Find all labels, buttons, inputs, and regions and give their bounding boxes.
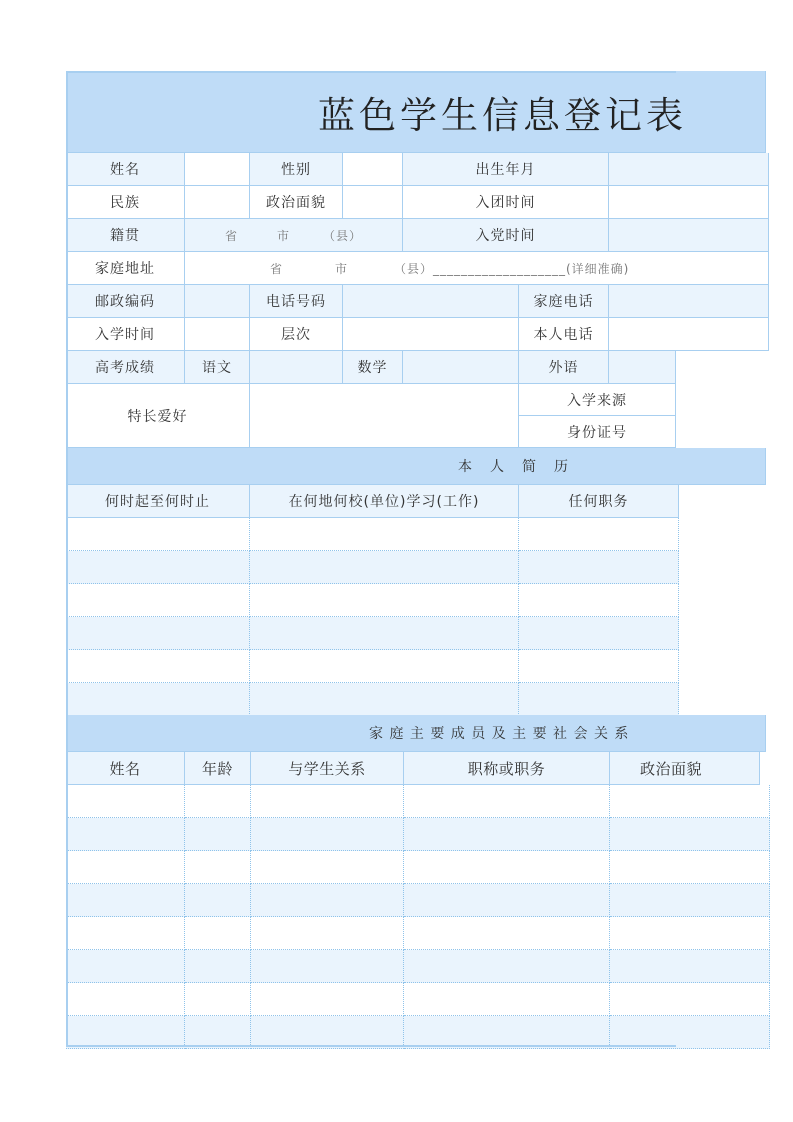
field-name[interactable] <box>185 153 250 186</box>
resume-row-cell[interactable] <box>519 650 679 683</box>
field-party-date[interactable] <box>609 219 769 252</box>
label-foreign-lang: 外语 <box>519 351 609 384</box>
family-row-cell[interactable] <box>251 917 404 950</box>
resume-header-position: 任何职务 <box>519 485 679 518</box>
family-header-political: 政治面貌 <box>610 752 760 785</box>
family-row-cell[interactable] <box>66 884 185 917</box>
family-row-cell[interactable] <box>251 818 404 851</box>
family-row-cell[interactable] <box>185 851 251 884</box>
resume-section-title: 本 人 简 历 <box>66 448 766 485</box>
resume-row-cell[interactable] <box>519 584 679 617</box>
field-math[interactable] <box>403 351 519 384</box>
family-row-cell[interactable] <box>185 917 251 950</box>
family-row-cell[interactable] <box>185 785 251 818</box>
resume-row-cell[interactable] <box>66 518 250 551</box>
label-personal-phone: 本人电话 <box>519 318 609 351</box>
family-row-cell[interactable] <box>66 1016 185 1049</box>
resume-header-period: 何时起至何时止 <box>66 485 250 518</box>
family-row-cell[interactable] <box>251 785 404 818</box>
label-gender: 性别 <box>250 153 343 186</box>
field-personal-phone[interactable] <box>609 318 769 351</box>
family-row-cell[interactable] <box>66 950 185 983</box>
family-row-cell[interactable] <box>610 785 770 818</box>
family-row-cell[interactable] <box>185 950 251 983</box>
family-row-cell[interactable] <box>251 851 404 884</box>
family-row-cell[interactable] <box>610 818 770 851</box>
label-enroll-date: 入学时间 <box>66 318 185 351</box>
registration-form <box>66 71 703 1047</box>
family-row-cell[interactable] <box>251 950 404 983</box>
resume-header-school: 在何地何校(单位)学习(工作) <box>250 485 519 518</box>
field-level[interactable] <box>343 318 519 351</box>
field-home-phone[interactable] <box>609 285 769 318</box>
field-home-address[interactable]: 省 市 （县）___________________(详细准确) <box>185 252 769 285</box>
resume-row-cell[interactable] <box>519 518 679 551</box>
family-row-cell[interactable] <box>185 1016 251 1049</box>
family-row-cell[interactable] <box>66 983 185 1016</box>
family-row-cell[interactable] <box>610 851 770 884</box>
family-header-name: 姓名 <box>66 752 185 785</box>
family-row-cell[interactable] <box>404 785 610 818</box>
field-gender[interactable] <box>343 153 403 186</box>
label-name: 姓名 <box>66 153 185 186</box>
family-row-cell[interactable] <box>404 851 610 884</box>
family-row-cell[interactable] <box>404 950 610 983</box>
label-ethnicity: 民族 <box>66 186 185 219</box>
family-row-cell[interactable] <box>185 884 251 917</box>
field-league-date[interactable] <box>609 186 769 219</box>
form-title: 蓝色学生信息登记表 <box>66 71 766 153</box>
family-row-cell[interactable] <box>404 983 610 1016</box>
family-header-title: 职称或职务 <box>404 752 610 785</box>
family-header-relation: 与学生关系 <box>251 752 404 785</box>
resume-row-cell[interactable] <box>250 584 519 617</box>
family-row-cell[interactable] <box>251 884 404 917</box>
family-row-cell[interactable] <box>66 785 185 818</box>
field-ethnicity[interactable] <box>185 186 250 219</box>
label-math: 数学 <box>343 351 403 384</box>
label-phone-number: 电话号码 <box>250 285 343 318</box>
resume-row-cell[interactable] <box>250 551 519 584</box>
resume-row-cell[interactable] <box>66 650 250 683</box>
family-row-cell[interactable] <box>610 1016 770 1049</box>
family-row-cell[interactable] <box>610 917 770 950</box>
field-birth[interactable] <box>609 153 769 186</box>
label-birth: 出生年月 <box>403 153 609 186</box>
label-enroll-source: 入学来源 <box>519 384 676 416</box>
resume-row-cell[interactable] <box>519 551 679 584</box>
family-row-cell[interactable] <box>404 1016 610 1049</box>
label-home-phone: 家庭电话 <box>519 285 609 318</box>
label-postcode: 邮政编码 <box>66 285 185 318</box>
resume-row-cell[interactable] <box>250 617 519 650</box>
label-chinese: 语文 <box>185 351 250 384</box>
resume-row-cell[interactable] <box>66 584 250 617</box>
label-exam-score: 高考成绩 <box>66 351 185 384</box>
family-row-cell[interactable] <box>185 983 251 1016</box>
label-home-address: 家庭地址 <box>66 252 185 285</box>
label-id-number: 身份证号 <box>519 416 676 448</box>
family-section-title: 家 庭 主 要 成 员 及 主 要 社 会 关 系 <box>66 715 766 752</box>
field-hobbies[interactable] <box>250 384 519 448</box>
family-row-cell[interactable] <box>404 818 610 851</box>
label-hobbies: 特长爱好 <box>66 384 250 448</box>
label-political: 政治面貌 <box>250 186 343 219</box>
label-party-date: 入党时间 <box>403 219 609 252</box>
family-row-cell[interactable] <box>66 818 185 851</box>
field-enroll-date[interactable] <box>185 318 250 351</box>
field-chinese[interactable] <box>250 351 343 384</box>
family-row-cell[interactable] <box>404 884 610 917</box>
family-row-cell[interactable] <box>610 884 770 917</box>
field-political[interactable] <box>343 186 403 219</box>
field-phone-number[interactable] <box>343 285 519 318</box>
family-row-cell[interactable] <box>66 851 185 884</box>
field-foreign-lang[interactable] <box>609 351 676 384</box>
resume-row-cell[interactable] <box>250 683 519 716</box>
resume-row-cell[interactable] <box>250 518 519 551</box>
family-row-cell[interactable] <box>185 818 251 851</box>
family-row-cell[interactable] <box>66 917 185 950</box>
label-level: 层次 <box>250 318 343 351</box>
field-native-place[interactable]: 省 市 （县） <box>185 219 403 252</box>
family-row-cell[interactable] <box>251 983 404 1016</box>
family-row-cell[interactable] <box>251 1016 404 1049</box>
label-native-place: 籍贯 <box>66 219 185 252</box>
resume-row-cell[interactable] <box>250 650 519 683</box>
resume-row-cell[interactable] <box>66 617 250 650</box>
resume-row-cell[interactable] <box>519 617 679 650</box>
label-league-date: 入团时间 <box>403 186 609 219</box>
resume-row-cell[interactable] <box>66 683 250 716</box>
family-row-cell[interactable] <box>610 983 770 1016</box>
family-row-cell[interactable] <box>610 950 770 983</box>
family-row-cell[interactable] <box>404 917 610 950</box>
family-header-age: 年龄 <box>185 752 251 785</box>
resume-row-cell[interactable] <box>519 683 679 716</box>
field-postcode[interactable] <box>185 285 250 318</box>
resume-row-cell[interactable] <box>66 551 250 584</box>
